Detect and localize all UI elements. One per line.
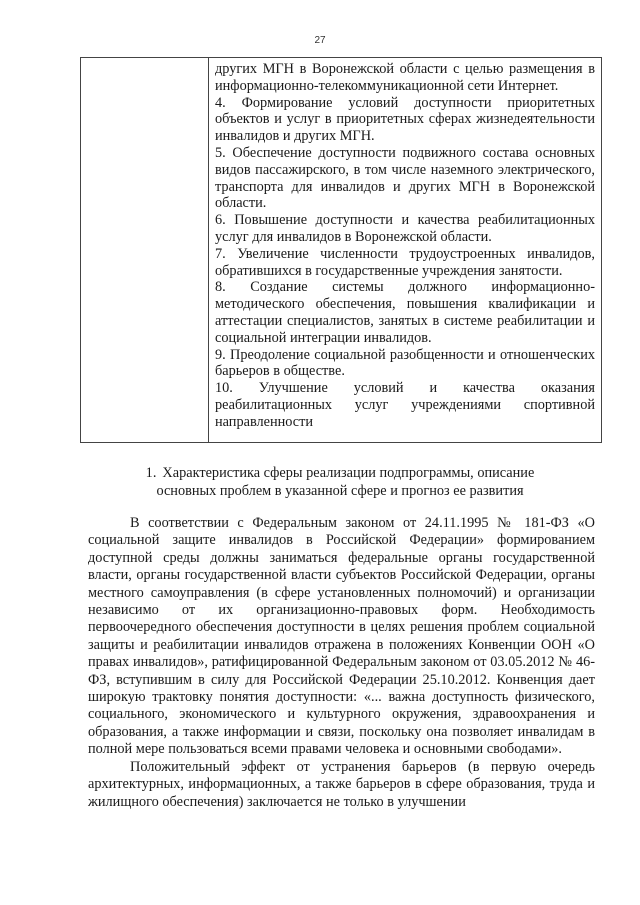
table-item: 9. Преодоление социальной разобщенности и отношенческих барьеров в обществе. (215, 346, 595, 380)
section-title: Характеристика сферы реализации подпрограммы, описание основных проблем в указанной сфере и прогноз ее развития (156, 465, 535, 499)
table-item: других МГН в Воронежской области с целью размещения в информационно-телекоммуникационной сети Интернет. (215, 61, 595, 94)
section-number: 1. (145, 465, 157, 481)
table-item: 6. Повышение доступности и качества реабилитационных услуг для инвалидов в Воронежской области. (215, 212, 595, 245)
table-item: 8. Создание системы должного информационно-методического обеспечения, повышения квалификации и аттестации специалистов, занятых в системе реабилитации и социальной интеграции инвалидов. (215, 279, 595, 346)
continuation-table (80, 57, 602, 443)
table-right-cell (209, 58, 601, 442)
table-left-cell (81, 58, 209, 442)
table-item: 4. Формирование условий доступности приоритетных объектов и услуг в приоритетных сферах жизнедеятельности инвалидов и других МГН. (215, 94, 595, 145)
body-paragraph: Положительный эффект от устранения барьеров (в первую очередь архитектурных, информационных, а также барьеров в сфере образования, труда и жилищного обеспечения) заключается не только в улучшении (88, 758, 595, 810)
table-item: 5. Обеспечение доступности подвижного состава основных видов пассажирского, в том числе наземного электрического, транспорта для инвалидов и других МГН в Воронежской области. (215, 144, 595, 212)
table-item: 10. Улучшение условий и качества оказания реабилитационных услуг учреждениями спортивной направленности (215, 380, 595, 430)
body-text (88, 515, 595, 811)
table-item: 7. Увеличение численности трудоустроенных инвалидов, обратившихся в государственные учреждения занятости. (215, 245, 595, 279)
page-number: 27 (314, 35, 326, 46)
body-paragraph: В соответствии с Федеральным законом от 24.11.1995 № 181-ФЗ «О социальной защите инвалидов в Российской Федерации» формированием доступной среды должны заниматься федеральные органы государственной власти, органы государственной власти субъектов Российской Федерации, органы местного самоуправления (в сфере установленных полномочий) и организации независимо от их организационно-правовых форм. Необходимость первоочередного обеспечения доступности в целях решения проблем социальной защиты и реабилитации инвалидов отражена в положениях Конвенции ООН «О правах инвалидов», ратифицированной Федеральным законом от 03.05.2012 № 46-ФЗ, вступившим в силу для Российской Федерации 25.10.2012. Конвенция дает широкую трактовку понятия доступности: «... важна доступность физического, социального, экономического и культурного окружения, здравоохранения и образования, а также информации и связи, поскольку она позволяет инвалидам в полной мере пользоваться всеми правами человека и основными свободами». (88, 515, 595, 758)
section-heading (140, 465, 540, 500)
